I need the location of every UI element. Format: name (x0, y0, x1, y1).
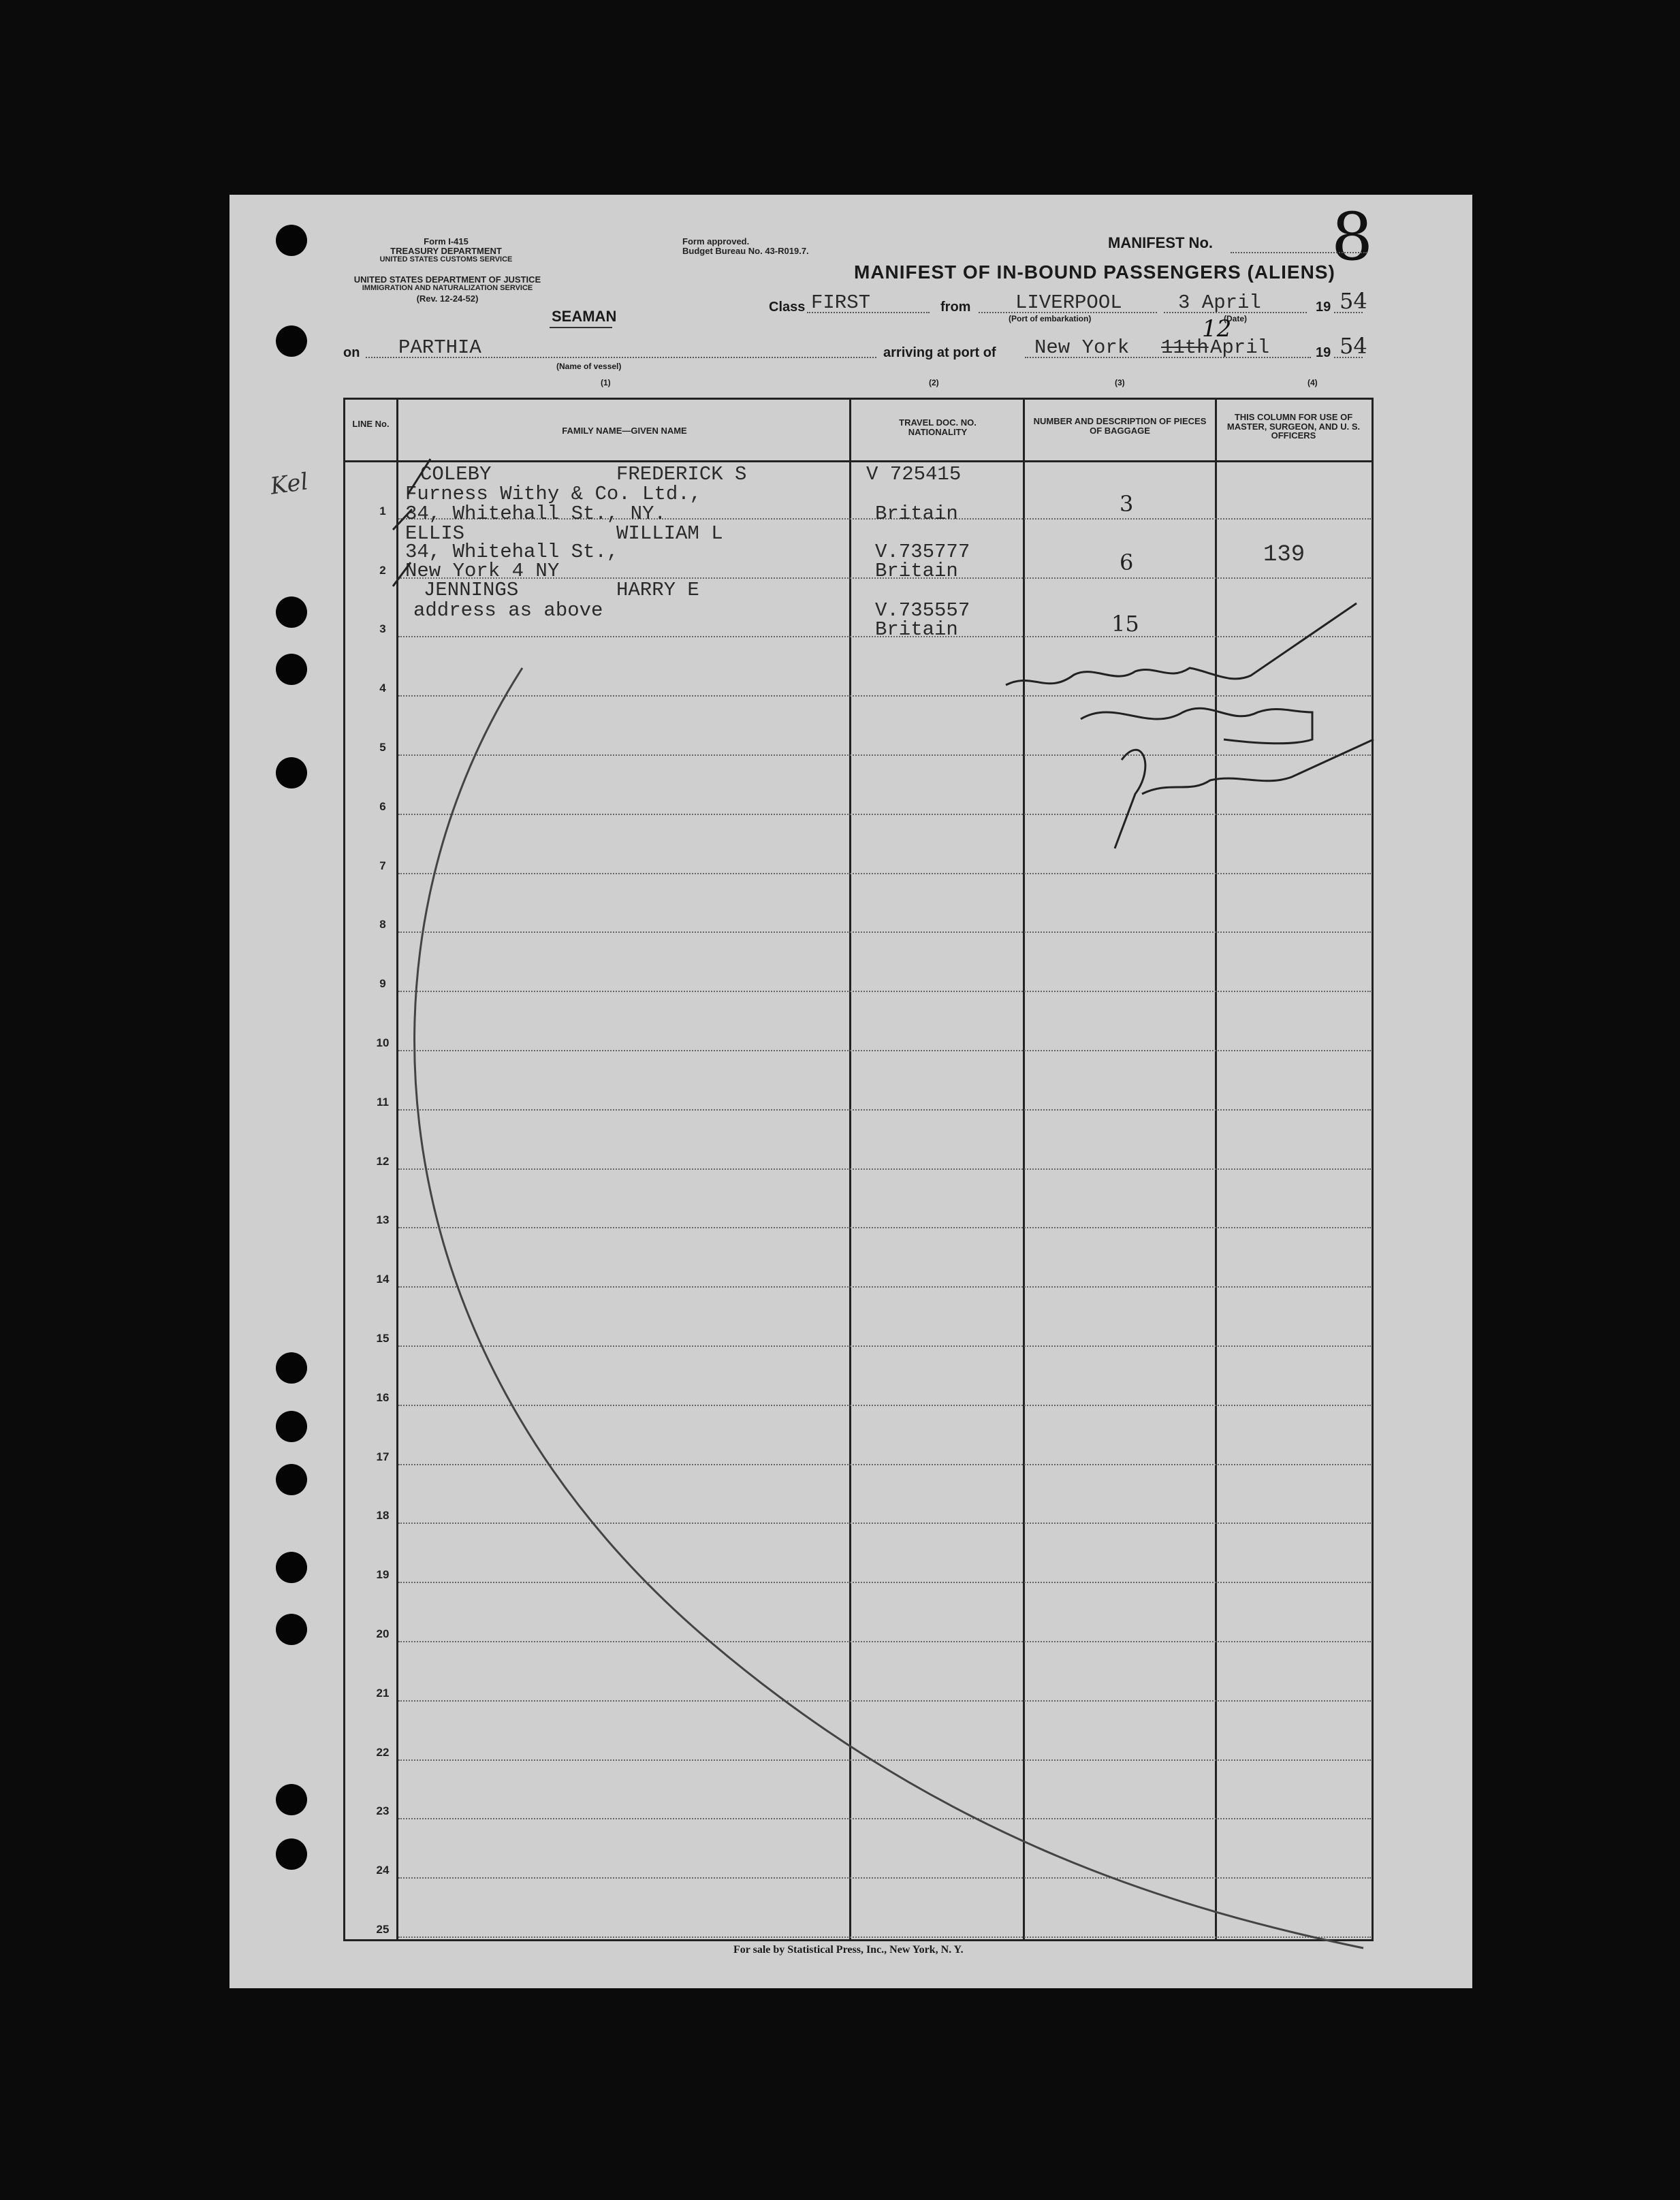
arrival-year-suffix: 54 (1340, 333, 1367, 359)
year-prefix: 19 (1316, 300, 1331, 315)
header-name: FAMILY NAME—GIVEN NAME (562, 426, 687, 436)
on-label: on (343, 345, 360, 360)
vessel-name: PARTHIA (398, 336, 481, 359)
line-number: 23 (376, 1804, 390, 1818)
arriving-label: arriving at port of (883, 345, 996, 360)
line-number: 1 (379, 504, 386, 517)
vessel-caption: (Name of vessel) (556, 362, 622, 371)
seaman-label: SEAMAN (552, 308, 617, 325)
strike-curve (415, 668, 1363, 1948)
manifest-label: MANIFEST No. (1108, 234, 1213, 251)
entry-given-name: WILLIAM L (616, 522, 723, 545)
handwriting-marks (229, 195, 1472, 1988)
line-number: 11 (377, 1095, 389, 1109)
check-mark (393, 562, 411, 586)
header-officers: THIS COLUMN FOR USE OF MASTER, SURGEON, AND U. S. OFFICERS (1226, 412, 1361, 441)
line-number: 3 (379, 622, 386, 636)
justice-dept: UNITED STATES DEPARTMENT OF JUSTICE (353, 274, 541, 285)
line-number: 17 (376, 1450, 390, 1463)
line-number: 21 (376, 1686, 390, 1700)
entry-given-name: FREDERICK S (616, 463, 747, 485)
entry-address: 34, Whitehall St., NY. (405, 503, 666, 525)
arrival-month: April (1210, 336, 1270, 359)
immigration-service: IMMIGRATION AND NATURALIZATION SERVICE (362, 284, 533, 292)
entry-family-name: JENNINGS (424, 579, 519, 601)
entry-nationality: Britain (875, 503, 958, 525)
entry-travel-doc: V 725415 (866, 463, 962, 485)
col-number-3: (3) (1115, 378, 1125, 387)
manifest-title: MANIFEST OF IN-BOUND PASSENGERS (ALIENS) (854, 261, 1335, 283)
year-suffix: 54 (1340, 288, 1367, 314)
customs-service: UNITED STATES CUSTOMS SERVICE (379, 255, 513, 264)
date-value: 3 April (1178, 291, 1261, 314)
entry-address: 34, Whitehall St., (405, 541, 619, 563)
form-revision: (Rev. 12-24-52) (416, 293, 479, 304)
entry-given-name: HARRY E (616, 579, 699, 601)
line-number: 25 (376, 1923, 390, 1936)
line-number: 12 (376, 1154, 390, 1168)
check-mark (408, 459, 430, 494)
line-number: 15 (376, 1332, 390, 1345)
port-caption: (Port of embarkation) (1009, 314, 1092, 323)
arrival-day-handwritten: 12 (1202, 315, 1232, 342)
entry-address: New York 4 NY (405, 560, 560, 582)
entry-travel-doc: V.735557 (875, 599, 970, 622)
header-travel-doc: TRAVEL DOC. NO. NATIONALITY (899, 417, 977, 437)
line-number: 13 (376, 1213, 390, 1227)
arrival-port: New York (1034, 336, 1130, 359)
entry-family-name: COLEBY (420, 463, 492, 485)
class-value: FIRST (811, 291, 871, 314)
class-label: Class (769, 300, 806, 315)
entry-travel-doc: V.735777 (875, 541, 970, 563)
entry-nationality: Britain (875, 618, 958, 641)
header-baggage: NUMBER AND DESCRIPTION OF PIECES OF BAGGAGE (1033, 416, 1207, 436)
official-signature (1115, 739, 1374, 848)
arrival-day-struck: 11th (1161, 336, 1209, 359)
line-number: 4 (379, 682, 386, 695)
entry-family-name: ELLIS (405, 522, 465, 545)
entry-nationality: Britain (875, 560, 958, 582)
entry-officer-note: 139 (1263, 542, 1305, 568)
line-number: 8 (379, 918, 386, 931)
official-signature (1006, 603, 1357, 685)
line-number: 5 (379, 741, 386, 754)
col-number-1: (1) (601, 378, 611, 387)
date-caption: (Date) (1224, 314, 1248, 323)
line-number: 9 (379, 977, 386, 991)
line-number: 24 (376, 1864, 390, 1877)
form-approved: Form approved. (682, 236, 750, 246)
manifest-page (229, 195, 1472, 1988)
budget-bureau: Budget Bureau No. 43-R019.7. (682, 246, 809, 256)
entry-baggage: 3 (1120, 491, 1134, 517)
entry-baggage: 15 (1111, 611, 1139, 637)
line-number: 10 (376, 1036, 390, 1049)
check-mark (393, 509, 412, 530)
treasury-dept: TREASURY DEPARTMENT (390, 246, 502, 256)
entry-baggage: 6 (1120, 549, 1134, 575)
line-number: 14 (376, 1273, 390, 1286)
line-number: 16 (376, 1390, 390, 1404)
line-number: 2 (379, 563, 386, 577)
margin-note: Kel (268, 468, 310, 500)
manifest-number: 8 (1331, 199, 1374, 275)
form-number: Form I-415 (424, 236, 469, 246)
arrival-year-prefix: 19 (1316, 345, 1331, 360)
line-number: 20 (376, 1627, 390, 1640)
header-line-no: LINE No. (352, 419, 390, 429)
official-signature (1081, 708, 1312, 744)
col-number-4: (4) (1307, 378, 1318, 387)
col-number-2: (2) (929, 378, 939, 387)
line-number: 6 (379, 799, 386, 813)
entry-address: Furness Withy & Co. Ltd., (405, 483, 702, 505)
line-number: 18 (376, 1509, 390, 1523)
line-number: 22 (376, 1745, 390, 1759)
entry-address: address as above (413, 599, 603, 622)
from-value: LIVERPOOL (1015, 291, 1122, 314)
from-label: from (940, 300, 971, 315)
footer-printer: For sale by Statistical Press, Inc., New York, N. Y. (733, 1944, 964, 1956)
line-number: 7 (379, 859, 386, 872)
line-number: 19 (376, 1568, 390, 1582)
